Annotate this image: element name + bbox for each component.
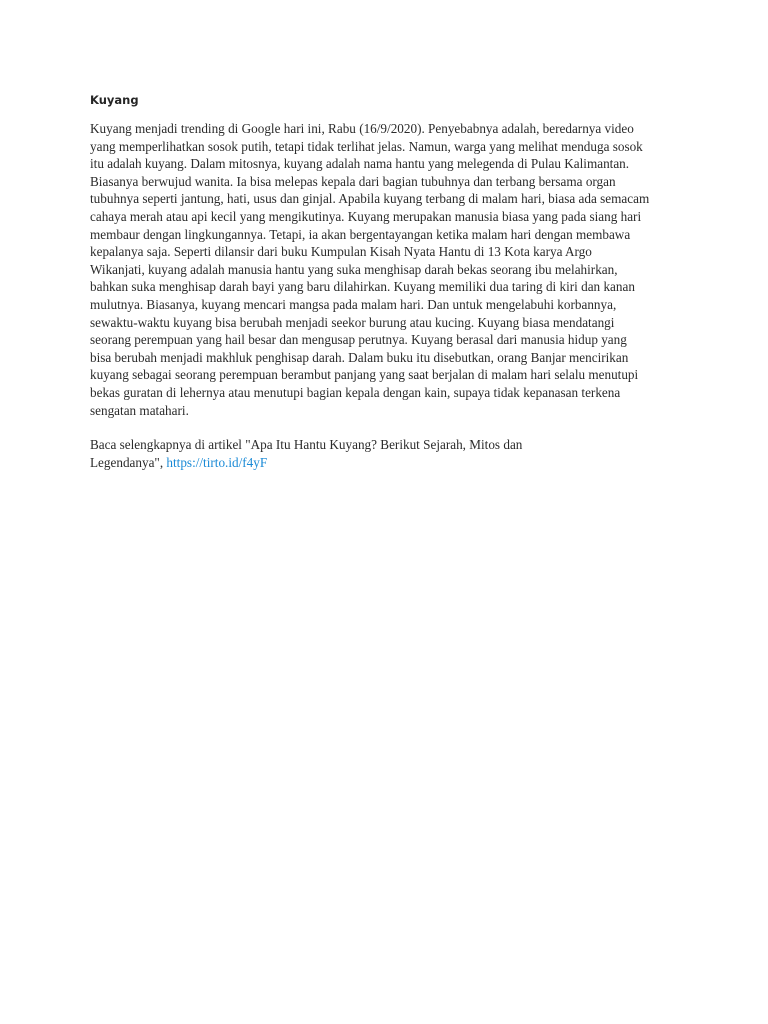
source-link[interactable]: https://tirto.id/f4yF: [166, 454, 268, 470]
body-line: seorang perempuan yang hail besar dan mengusap perutnya. Kuyang berasal dari manusia hidup yang: [90, 332, 627, 348]
article-body: [90, 120, 680, 419]
body-line: itu adalah kuyang. Dalam mitosnya, kuyang adalah nama hantu yang melegenda di Pulau Kalimantan.: [90, 156, 630, 172]
body-line: sengatan matahari.: [90, 402, 189, 418]
body-line: bisa berubah menjadi makhluk penghisap darah. Dalam buku itu disebutkan, orang Banjar mencirikan: [90, 349, 629, 365]
body-line: bahkan suka menghisap darah bayi yang baru dilahirkan. Kuyang memiliki dua taring di kiri dan kanan: [90, 279, 635, 295]
source-text: Baca selengkapnya di artikel "Apa Itu Hantu Kuyang? Berikut Sejarah, Mitos dan: [90, 437, 523, 453]
body-line: Kuyang menjadi trending di Google hari ini, Rabu (16/9/2020). Penyebabnya adalah, beredarnya video: [90, 121, 634, 136]
source-attribution: [90, 436, 680, 471]
body-line: yang memperlihatkan sosok putih, tetapi tidak terlihat jelas. Namun, warga yang melihat menduga sosok: [90, 138, 643, 154]
body-line: kepalanya saja. Seperti dilansir dari buku Kumpulan Kisah Nyata Hantu di 13 Kota karya Argo: [90, 244, 592, 260]
body-line: Wikanjati, kuyang adalah manusia hantu yang suka menghisap darah bekas seorang ibu melahirkan,: [90, 261, 618, 277]
body-line: cahaya merah atau api kecil yang mengikutinya. Kuyang merupakan manusia biasa yang pada siang hari: [90, 208, 642, 224]
source-text-continued: [90, 454, 680, 472]
source-text-prefix: Legendanya",: [90, 454, 167, 470]
body-line: mulutnya. Biasanya, kuyang mencari mangsa pada malam hari. Dan untuk mengelabuhi korbannya,: [90, 296, 617, 312]
body-line: tubuhnya seperti jantung, hati, usus dan ginjal. Apabila kuyang terbang di malam hari, biasa ada semacam: [90, 191, 650, 207]
body-line: kuyang sebagai seorang perempuan berambut panjang yang saat berjalan di malam hari selalu menutupi: [90, 367, 639, 383]
document-title: Kuyang: [90, 93, 139, 107]
body-line: sewaktu-waktu kuyang bisa berubah menjadi seekor burung atau kucing. Kuyang biasa mendatangi: [90, 314, 615, 330]
document-page: [90, 92, 680, 471]
body-line: bekas guratan di lehernya atau menutupi bagian kepala dengan kain, supaya tidak kepanasan terkena: [90, 384, 621, 400]
body-line: Biasanya berwujud wanita. Ia bisa melepas kepala dari bagian tubuhnya dan terbang bersama organ: [90, 173, 616, 189]
body-line: membaur dengan lingkungannya. Tetapi, ia akan bergentayangan ketika malam hari dengan membawa: [90, 226, 631, 242]
